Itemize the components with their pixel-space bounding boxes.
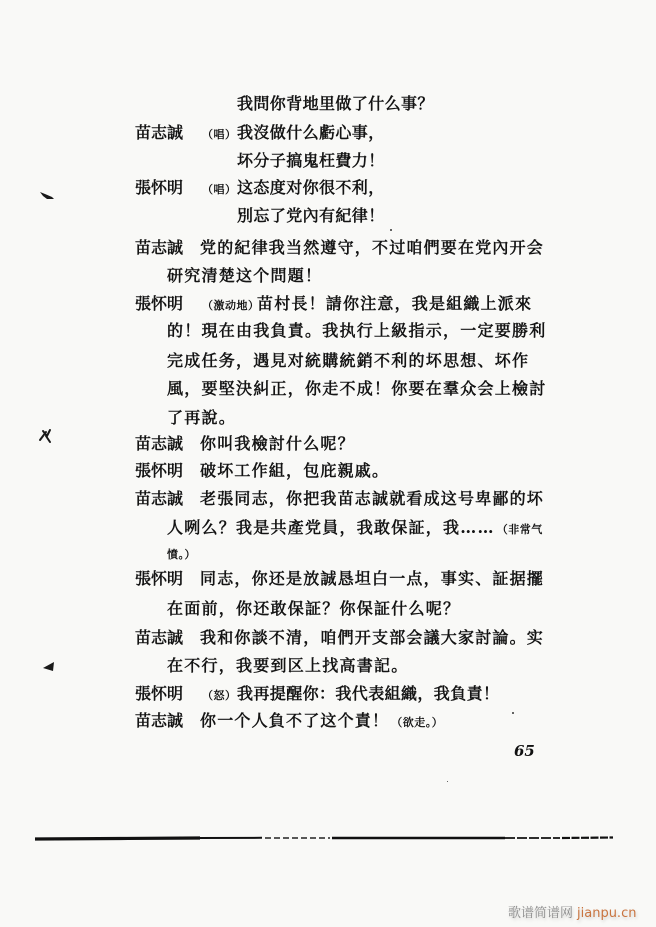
line-text: 了再說。 [167,408,237,427]
page-number: 65 [514,742,535,760]
continuation-line [0,518,656,538]
stage-direction: （欲走。） [391,716,444,729]
line-text: 你叫我檢討什么呢？ [200,434,355,453]
line-text: 我再提醒你：我代表組織，我負責！ [237,684,500,703]
line-text: 人咧么？我是共產党員，我敢保証，我…… [167,518,495,537]
line-text: 同志，你还是放誠恳坦白一点，事实、証据擺 [200,569,545,588]
speaker-name: 苗志誠 [135,238,184,257]
stage-direction: （唱） [202,128,237,141]
speaker-name: 苗志誠 [135,434,184,453]
watermark-chinese: 歌谱简谱网 [508,906,574,921]
line-text: 風，要堅決糾正，你走不成！你要在羣众会上檢討 [167,379,547,398]
line-text: 我和你談不清，咱們开支部会議大家討論。实 [200,628,545,647]
page-bottom-rule [0,832,656,844]
scan-speck [447,781,448,782]
continuation-line [0,379,656,399]
dialogue-line [0,123,656,143]
dialogue-line [0,684,656,704]
continuation-line [0,543,656,563]
line-text: 完成任务，遇見对統購統銷不利的坏思想、坏作 [167,351,530,370]
dialogue-line [0,461,656,481]
line-text: 我問你背地里做了什么事？ [237,94,434,113]
line-text: 的！現在由我負責。我执行上級指示，一定要勝利 [167,321,547,340]
line-text: 坏分子搞鬼枉費力！ [237,151,385,170]
continuation-line [0,599,656,619]
dialogue-line [0,178,656,198]
speaker-name: 張怀明 [135,461,184,480]
scan-speck [390,229,392,231]
stage-direction: （怒） [202,689,237,702]
line-text: 你一个人負不了这个責！ [200,711,390,730]
dialogue-line [0,489,656,509]
continuation-line [0,408,656,428]
line-text: 这态度对你很不利， [237,178,385,197]
continuation-line [0,351,656,371]
dialogue-line [0,238,656,258]
lyric-line [0,94,656,114]
speaker-name: 苗志誠 [135,711,184,730]
line-text: 在面前，你还敢保証？你保証什么呢？ [167,599,461,618]
speaker-name: 張怀明 [135,178,184,197]
dialogue-line [0,569,656,589]
continuation-line [0,656,656,676]
continuation-line [0,266,656,286]
dialogue-line [0,711,656,731]
line-text: 研究清楚这个問題！ [167,266,323,285]
lyric-line [0,151,656,171]
speaker-name: 張怀明 [135,294,184,313]
watermark-domain: jianpu.cn [577,906,637,921]
site-watermark [508,902,636,921]
stage-direction: （非常气 [496,523,543,536]
speaker-name: 苗志誠 [135,489,184,508]
dialogue-line [0,434,656,454]
line-text-wrapper [200,711,443,733]
stage-direction: （激动地） [202,299,260,312]
continuation-line [0,321,656,341]
line-text: 破坏工作組，包庇親戚。 [200,461,390,480]
speaker-name: 張怀明 [135,684,184,703]
dialogue-line [0,294,656,314]
line-text: 老張同志，你把我苗志誠就看成这号卑鄙的坏 [200,489,545,508]
line-text-wrapper [167,518,543,540]
speaker-name: 苗志誠 [135,123,184,142]
stage-direction: （唱） [202,183,237,196]
stage-direction: 憤。） [167,548,196,561]
line-text: 別忘了党內有紀律！ [237,206,385,225]
speaker-name: 苗志誠 [135,628,184,647]
speaker-name: 張怀明 [135,569,184,588]
dialogue-line [0,628,656,648]
line-text: 在不行，我要到区上找高書記。 [167,656,409,675]
line-text: 党的紀律我当然遵守，不过咱們要在党內开会 [200,238,545,257]
lyric-line [0,206,656,226]
line-text: 苗村長！請你注意，我是組織上派來 [257,294,533,313]
line-text: 我沒做什么虧心事， [237,123,385,142]
